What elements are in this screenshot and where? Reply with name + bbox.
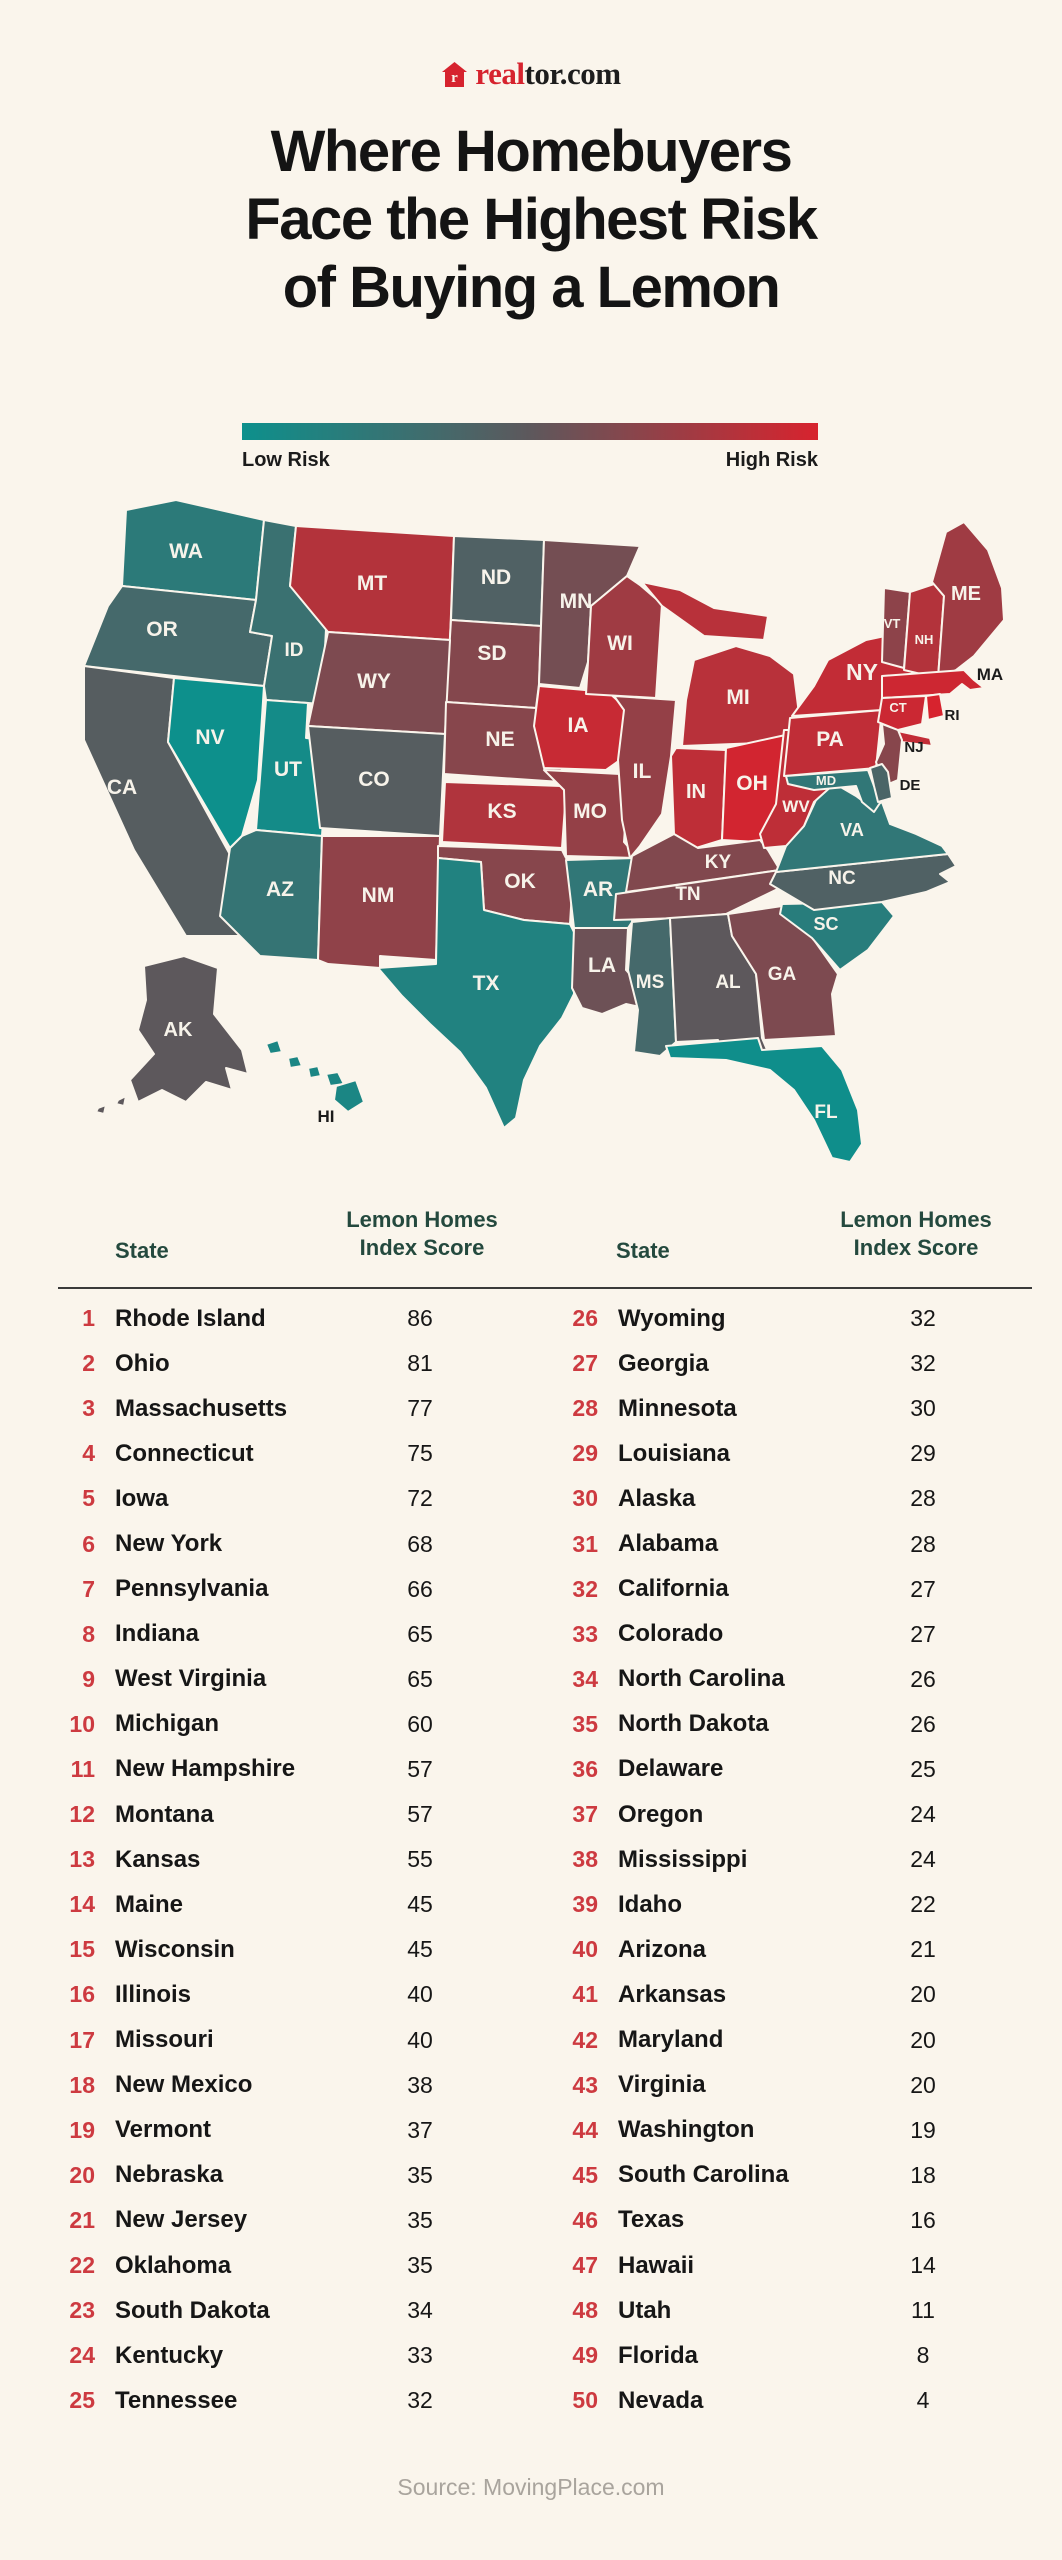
table-row: [58, 1747, 538, 1792]
state-name: Michigan: [115, 1710, 220, 1738]
rank-number: 22: [69, 2252, 95, 2279]
state-OK-label: OK: [504, 870, 536, 893]
state-name: New Mexico: [115, 2071, 253, 2099]
rank-number: 24: [69, 2342, 95, 2369]
state-name: Vermont: [115, 2116, 212, 2144]
state-RI-shape: [926, 694, 944, 720]
table-header-divider: [58, 1287, 1032, 1289]
table-row: [58, 1792, 538, 1837]
state-MN-label: MN: [559, 590, 593, 613]
title-line-3: of Buying a Lemon: [282, 255, 780, 320]
index-score: 57: [407, 1801, 433, 1828]
index-score: 66: [407, 1575, 433, 1602]
index-score: 21: [910, 1936, 936, 1963]
state-NY-label: NY: [846, 659, 878, 685]
rank-number: 25: [69, 2387, 95, 2414]
rank-number: 3: [82, 1395, 95, 1422]
rank-number: 27: [572, 1350, 598, 1377]
page-title: [0, 118, 1062, 322]
logo-wordmark: [475, 56, 620, 92]
state-AZ-label: AZ: [266, 878, 294, 901]
state-DE-label: DE: [899, 777, 921, 794]
index-score: 28: [910, 1485, 936, 1512]
table-row: [561, 1837, 1041, 1882]
state-ND-label: ND: [480, 566, 512, 589]
state-name: Rhode Island: [115, 1304, 266, 1332]
state-MI-label: MI: [726, 686, 750, 709]
table-row: [58, 1702, 538, 1747]
rank-number: 12: [69, 1801, 95, 1828]
index-score: 8: [916, 2342, 930, 2369]
state-FL-shape: [666, 1038, 862, 1162]
state-name: Wyoming: [618, 1304, 726, 1332]
state-name: Alaska: [618, 1484, 696, 1512]
table-row: [58, 2333, 538, 2378]
rank-number: 30: [572, 1485, 598, 1512]
state-name: Maine: [115, 1890, 184, 1918]
state-name: Louisiana: [618, 1439, 731, 1467]
table-row: [58, 1521, 538, 1566]
state-name: New Jersey: [115, 2206, 248, 2234]
state-name: Oregon: [618, 1800, 704, 1828]
rank-number: 17: [69, 2026, 95, 2053]
rank-number: 36: [572, 1755, 598, 1782]
rank-number: 11: [70, 1755, 95, 1782]
table-row: [58, 1882, 538, 1927]
state-name: Kansas: [115, 1845, 201, 1873]
state-WA-label: WA: [169, 540, 203, 563]
state-name: Minnesota: [618, 1394, 737, 1422]
rank-number: 26: [572, 1305, 598, 1332]
state-name: Utah: [618, 2296, 672, 2324]
state-AK-shape: [116, 1096, 126, 1106]
state-MD-label: MD: [815, 773, 837, 788]
state-name: Maryland: [618, 2026, 724, 2054]
table-row: [561, 1431, 1041, 1476]
table-row: [561, 2153, 1041, 2198]
state-name: Missouri: [115, 2026, 214, 2054]
table-row: [58, 2018, 538, 2063]
table-row: [58, 2243, 538, 2288]
rank-number: 7: [82, 1575, 95, 1602]
rank-number: 47: [572, 2252, 598, 2279]
score-header-line1: Lemon Homes: [346, 1207, 498, 1232]
table-row: [58, 2288, 538, 2333]
state-VA-label: VA: [840, 820, 864, 840]
table-row: [561, 1657, 1041, 1702]
state-name: Mississippi: [618, 1845, 748, 1873]
rank-number: 16: [69, 1981, 95, 2008]
table-row: [58, 2198, 538, 2243]
index-score: 25: [910, 1755, 936, 1782]
state-MS-label: MS: [635, 972, 665, 993]
table-row: [561, 1476, 1041, 1521]
rank-number: 44: [572, 2116, 598, 2143]
rank-number: 5: [82, 1485, 95, 1512]
state-ID-label: ID: [284, 640, 304, 661]
index-score: 4: [916, 2387, 930, 2414]
state-CA-label: CA: [106, 776, 138, 799]
index-score: 81: [407, 1350, 433, 1377]
table-row: [58, 1567, 538, 1612]
index-score: 24: [910, 1801, 936, 1828]
state-name: Oklahoma: [115, 2251, 232, 2279]
index-score: 14: [910, 2252, 936, 2279]
legend-low-risk-label: Low Risk: [242, 449, 330, 471]
state-GA-label: GA: [767, 964, 797, 985]
index-score: 20: [910, 1981, 936, 2008]
state-AL-label: AL: [715, 972, 741, 993]
index-score: 65: [407, 1620, 433, 1647]
index-score: 27: [910, 1620, 936, 1647]
realtor-logo: [0, 56, 1062, 92]
rank-number: 49: [572, 2342, 598, 2369]
right-table-score-header: [806, 1206, 1026, 1262]
rank-number: 50: [572, 2387, 598, 2414]
index-score: 22: [910, 1891, 936, 1918]
legend-high-risk-label: High Risk: [725, 449, 818, 471]
state-name: Hawaii: [618, 2251, 695, 2279]
state-ME-label: ME: [951, 583, 981, 605]
state-MO-label: MO: [573, 800, 607, 823]
rank-number: 38: [572, 1846, 598, 1873]
rank-number: 20: [69, 2161, 95, 2188]
rank-number: 19: [69, 2116, 95, 2143]
state-HI-shape: [266, 1040, 282, 1054]
rank-number: 43: [572, 2071, 598, 2098]
index-score: 38: [407, 2071, 433, 2098]
rank-number: 35: [572, 1710, 598, 1737]
table-row: [58, 1657, 538, 1702]
rank-number: 45: [572, 2161, 598, 2188]
state-name: California: [618, 1575, 729, 1603]
table-row: [58, 2108, 538, 2153]
state-name: Washington: [618, 2116, 755, 2144]
table-row: [561, 2108, 1041, 2153]
table-row: [561, 1747, 1041, 1792]
rank-number: 6: [82, 1530, 95, 1557]
state-name: Tennessee: [115, 2386, 238, 2414]
source-attribution: Source: MovingPlace.com: [397, 2474, 665, 2500]
state-AK-shape: [96, 1105, 106, 1114]
rank-number: 39: [572, 1891, 598, 1918]
state-MT-label: MT: [356, 572, 388, 595]
ranking-table-left-column: [58, 1296, 538, 2423]
left-table-state-header: State: [115, 1238, 169, 1263]
index-score: 45: [407, 1936, 433, 1963]
index-score: 75: [407, 1440, 433, 1467]
table-row: [58, 2378, 538, 2423]
index-score: 34: [407, 2297, 433, 2324]
index-score: 35: [407, 2252, 433, 2279]
state-SC-label: SC: [813, 914, 839, 934]
table-row: [58, 2063, 538, 2108]
state-HI-shape: [308, 1066, 321, 1078]
index-score: 68: [407, 1530, 433, 1557]
table-row: [58, 1476, 538, 1521]
state-OR-label: OR: [146, 618, 178, 641]
state-name: Georgia: [618, 1349, 709, 1377]
state-name: Pennsylvania: [115, 1575, 269, 1603]
rank-number: 28: [572, 1395, 598, 1422]
table-row: [58, 1612, 538, 1657]
state-name: Delaware: [618, 1755, 724, 1783]
table-row: [561, 2018, 1041, 2063]
table-row: [561, 1567, 1041, 1612]
state-RI-label: RI: [944, 707, 960, 724]
us-choropleth-map: [26, 488, 1036, 1212]
index-score: 40: [407, 1981, 433, 2008]
rank-number: 15: [69, 1936, 95, 1963]
index-score: 86: [407, 1305, 433, 1332]
rank-number: 10: [69, 1710, 95, 1737]
state-FL-label: FL: [814, 1102, 838, 1123]
state-name: North Carolina: [618, 1665, 785, 1693]
table-row: [58, 2153, 538, 2198]
state-WV-label: WV: [782, 797, 810, 816]
state-PA-label: PA: [816, 728, 844, 751]
index-score: 20: [910, 2026, 936, 2053]
rank-number: 41: [572, 1981, 598, 2008]
score-header-line2: Index Score: [853, 1235, 979, 1260]
state-name: North Dakota: [618, 1710, 769, 1738]
state-TN-label: TN: [675, 884, 701, 905]
table-row: [561, 1927, 1041, 1972]
index-score: 29: [910, 1440, 936, 1467]
table-row: [561, 2198, 1041, 2243]
state-name: Alabama: [618, 1530, 719, 1558]
state-CO-label: CO: [358, 768, 390, 791]
state-name: Virginia: [618, 2071, 706, 2099]
state-NH-label: NH: [914, 632, 934, 647]
state-KS-label: KS: [487, 800, 517, 823]
table-row: [561, 2288, 1041, 2333]
state-IA-label: IA: [567, 714, 589, 737]
state-HI-shape: [334, 1080, 364, 1112]
index-score: 26: [910, 1665, 936, 1692]
state-WI-label: WI: [607, 632, 633, 655]
risk-gradient-bar: [242, 423, 818, 440]
state-TX-label: TX: [472, 972, 500, 995]
table-row: [561, 2063, 1041, 2108]
rank-number: 14: [69, 1891, 95, 1918]
state-name: Wisconsin: [115, 1935, 235, 1963]
table-row: [561, 1972, 1041, 2017]
state-IN-label: IN: [686, 781, 706, 803]
realtor-house-icon: [441, 61, 468, 88]
index-score: 37: [407, 2116, 433, 2143]
index-score: 26: [910, 1710, 936, 1737]
table-row: [561, 2333, 1041, 2378]
state-NM-label: NM: [361, 884, 395, 907]
state-name: New Hampshire: [115, 1755, 296, 1783]
index-score: 27: [910, 1575, 936, 1602]
state-name: Indiana: [115, 1620, 200, 1648]
index-score: 24: [910, 1846, 936, 1873]
state-KY-label: KY: [704, 852, 732, 873]
state-name: Montana: [115, 1800, 214, 1828]
index-score: 77: [407, 1395, 433, 1422]
rank-number: 18: [69, 2071, 95, 2098]
state-UT-label: UT: [274, 758, 302, 781]
state-MA-label: MA: [976, 665, 1004, 684]
right-table-state-header: State: [616, 1238, 670, 1263]
state-name: Idaho: [618, 1890, 682, 1918]
state-NE-label: NE: [485, 728, 515, 751]
state-name: West Virginia: [115, 1665, 267, 1693]
ranking-table-right-column: [561, 1296, 1041, 2423]
index-score: 57: [407, 1755, 433, 1782]
state-NC-label: NC: [828, 868, 856, 889]
state-LA-label: LA: [588, 954, 616, 977]
table-row: [561, 1882, 1041, 1927]
title-line-2: Face the Highest Risk: [245, 187, 817, 252]
index-score: 55: [407, 1846, 433, 1873]
index-score: 32: [407, 2387, 433, 2414]
rank-number: 23: [69, 2297, 95, 2324]
logo-tor-text: tor.com: [524, 56, 621, 91]
score-header-line2: Index Score: [359, 1235, 485, 1260]
table-row: [58, 1341, 538, 1386]
rank-number: 1: [82, 1305, 95, 1332]
index-score: 30: [910, 1395, 936, 1422]
table-row: [561, 1386, 1041, 1431]
state-name: New York: [115, 1530, 223, 1558]
index-score: 72: [407, 1485, 433, 1512]
table-row: [561, 1341, 1041, 1386]
state-VT-label: VT: [883, 616, 901, 631]
state-name: Texas: [618, 2206, 685, 2234]
state-name: Nebraska: [115, 2161, 224, 2189]
rank-number: 9: [82, 1665, 95, 1692]
rank-number: 31: [572, 1530, 598, 1557]
table-row: [561, 1521, 1041, 1566]
state-CT-label: CT: [889, 700, 907, 715]
rank-number: 48: [572, 2297, 598, 2324]
state-NJ-label: NJ: [904, 739, 924, 756]
index-score: 18: [910, 2161, 936, 2188]
state-IL-label: IL: [632, 760, 652, 783]
state-WY-label: WY: [357, 670, 391, 693]
state-name: Ohio: [115, 1349, 170, 1377]
table-row: [58, 1837, 538, 1882]
state-OH-label: OH: [736, 772, 768, 795]
index-score: 28: [910, 1530, 936, 1557]
state-NH-shape: [904, 584, 944, 678]
left-table-score-header: [312, 1206, 532, 1262]
title-line-1: Where Homebuyers: [270, 119, 792, 184]
state-name: Florida: [618, 2341, 699, 2369]
state-HI-label: HI: [317, 1107, 335, 1126]
state-AR-label: AR: [582, 878, 614, 901]
table-row: [58, 1296, 538, 1341]
rank-number: 21: [69, 2206, 95, 2233]
table-row: [58, 1386, 538, 1431]
rank-number: 34: [572, 1665, 598, 1692]
rank-number: 37: [572, 1801, 598, 1828]
index-score: 35: [407, 2206, 433, 2233]
table-row: [561, 1612, 1041, 1657]
state-name: Iowa: [115, 1484, 169, 1512]
table-row: [58, 1972, 538, 2017]
table-row: [58, 1431, 538, 1476]
index-score: 40: [407, 2026, 433, 2053]
rank-number: 42: [572, 2026, 598, 2053]
table-row: [58, 1927, 538, 1972]
index-score: 32: [910, 1350, 936, 1377]
index-score: 32: [910, 1305, 936, 1332]
table-row: [561, 1296, 1041, 1341]
state-NV-label: NV: [195, 726, 225, 749]
state-name: South Dakota: [115, 2296, 270, 2324]
state-name: Arizona: [618, 1935, 707, 1963]
index-score: 19: [910, 2116, 936, 2143]
rank-number: 2: [82, 1350, 95, 1377]
rank-number: 46: [572, 2206, 598, 2233]
state-name: Illinois: [115, 1980, 192, 2008]
table-row: [561, 2378, 1041, 2423]
index-score: 16: [910, 2206, 936, 2233]
rank-number: 29: [572, 1440, 598, 1467]
rank-number: 8: [82, 1620, 95, 1647]
state-name: Massachusetts: [115, 1394, 288, 1422]
table-row: [561, 2243, 1041, 2288]
state-name: Arkansas: [618, 1980, 727, 2008]
state-SD-label: SD: [477, 642, 507, 665]
score-header-line1: Lemon Homes: [840, 1207, 992, 1232]
state-HI-shape: [288, 1056, 302, 1068]
index-score: 60: [407, 1710, 433, 1737]
rank-number: 40: [572, 1936, 598, 1963]
state-AK-label: AK: [163, 1019, 193, 1041]
table-row: [561, 1792, 1041, 1837]
state-MA-shape: [882, 670, 984, 698]
index-score: 35: [407, 2161, 433, 2188]
rank-number: 4: [82, 1440, 95, 1467]
rank-number: 33: [572, 1620, 598, 1647]
state-name: Connecticut: [115, 1439, 254, 1467]
logo-real-text: real: [475, 56, 525, 91]
index-score: 11: [911, 2297, 935, 2324]
index-score: 33: [407, 2342, 433, 2369]
rank-number: 13: [69, 1846, 95, 1873]
state-name: Nevada: [618, 2386, 704, 2414]
svg-text:r: r: [451, 69, 459, 86]
index-score: 45: [407, 1891, 433, 1918]
index-score: 20: [910, 2071, 936, 2098]
rank-number: 32: [572, 1575, 598, 1602]
table-row: [561, 1702, 1041, 1747]
state-name: South Carolina: [618, 2161, 789, 2189]
index-score: 65: [407, 1665, 433, 1692]
state-name: Kentucky: [115, 2341, 224, 2369]
state-name: Colorado: [618, 1620, 724, 1648]
